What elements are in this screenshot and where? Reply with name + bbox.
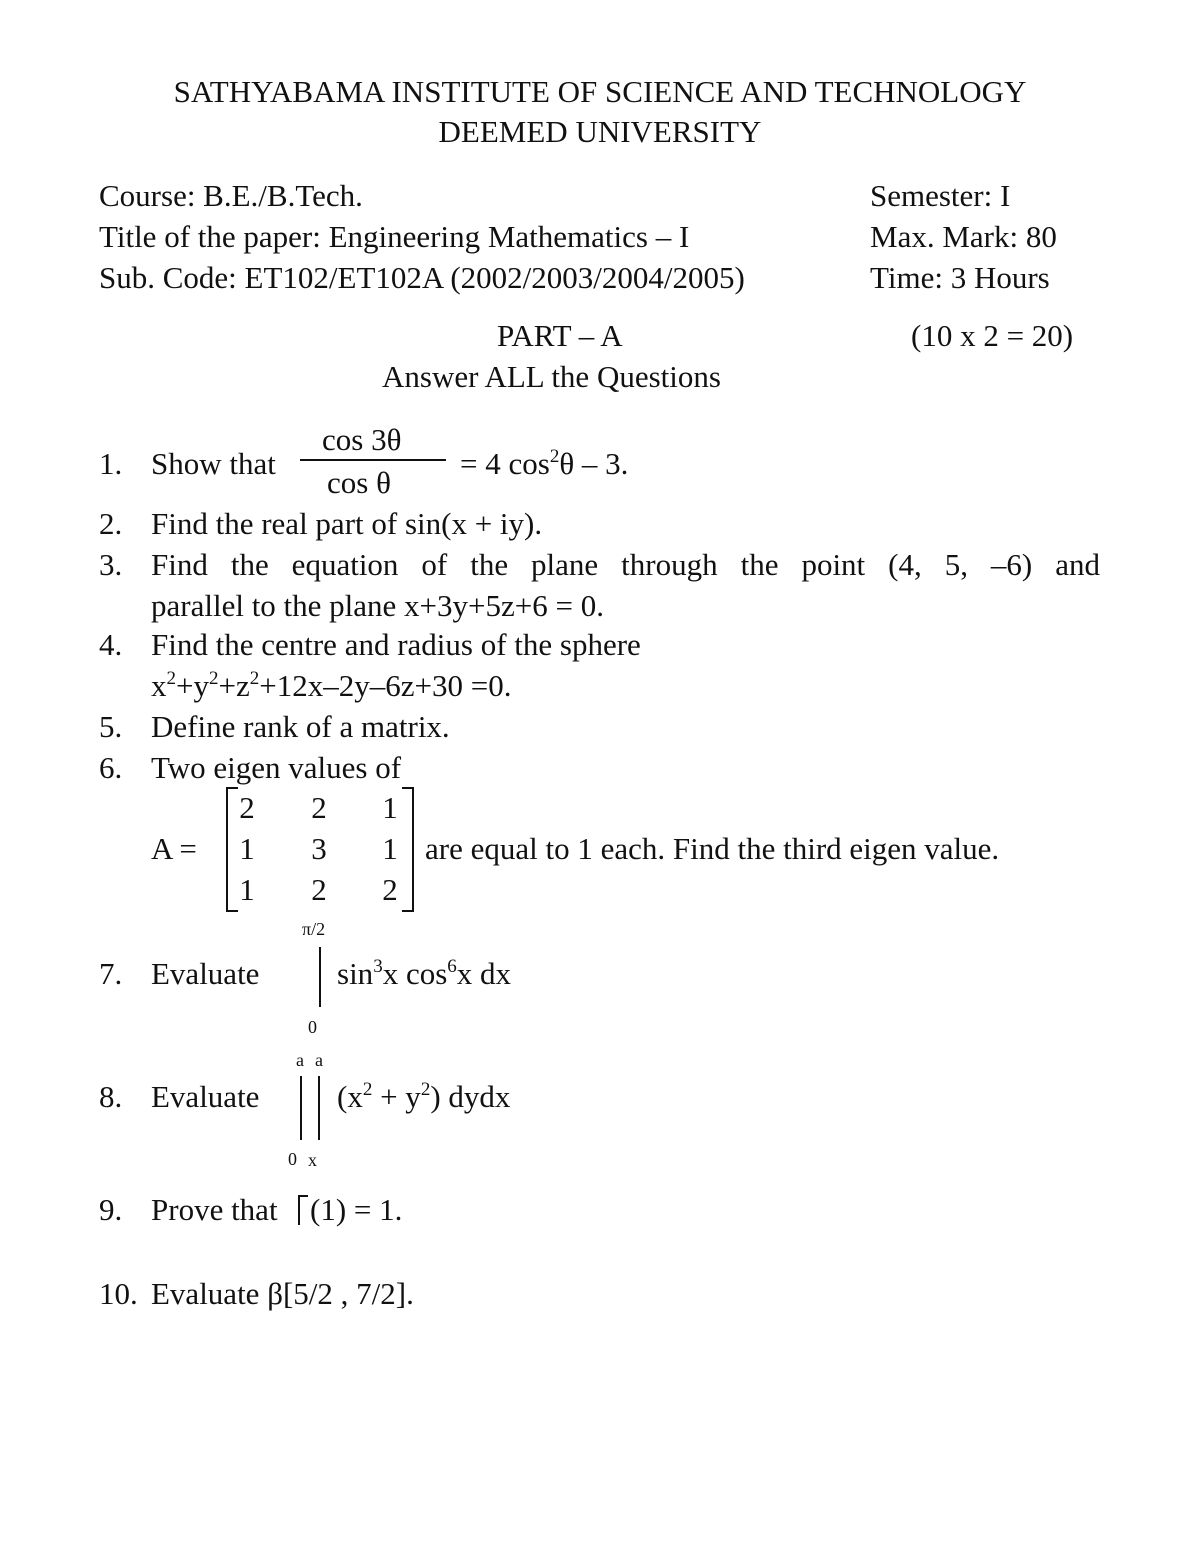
- question-number: 4.: [99, 627, 123, 662]
- question-number: 1.: [99, 446, 123, 481]
- integral-sign: [319, 947, 321, 1007]
- integrand: $(x^2 + y^2)$ dydx: [337, 1079, 511, 1114]
- question-text-continued: are equal to 1 each. Find the third eigen value.: [425, 831, 1000, 866]
- university-name: DEEMED UNIVERSITY: [438, 114, 762, 149]
- integral-lower-limit: x: [308, 1150, 317, 1170]
- gamma-symbol: [298, 1195, 308, 1225]
- question-number: 9.: [99, 1192, 123, 1227]
- question-text: Evaluate: [151, 1079, 260, 1114]
- matrix-cell: 2: [311, 872, 327, 907]
- time: Time: 3 Hours: [870, 260, 1050, 295]
- part-marks: (10 x 2 = 20): [911, 318, 1074, 353]
- question-text: Find the real part of sin(x + iy).: [151, 506, 543, 541]
- integral-lower-limit: 0: [308, 1017, 317, 1037]
- gamma-expression: (1) = 1.: [310, 1192, 403, 1227]
- question-text: Show that: [151, 446, 276, 481]
- course: Course: B.E./B.Tech.: [99, 178, 363, 213]
- question-text-continued: parallel to the plane x+3y+5z+6 = 0.: [151, 588, 604, 623]
- matrix-cell: 2: [382, 872, 398, 907]
- question-number: 5.: [99, 709, 123, 744]
- question-text: Define rank of a matrix.: [151, 709, 450, 744]
- question-number: 10.: [99, 1276, 138, 1311]
- question-text: Evaluate β[5/2 , 7/2].: [151, 1276, 414, 1311]
- question-text: Two eigen values of: [151, 750, 402, 785]
- question-number: 3.: [99, 547, 123, 582]
- matrix-cell: 1: [239, 872, 255, 907]
- integral-sign: [300, 1076, 302, 1140]
- part-label: PART – A: [497, 318, 623, 353]
- integral-upper-limit: a: [296, 1050, 304, 1070]
- paper-title: Title of the paper: Engineering Mathematics – I: [99, 219, 690, 254]
- matrix-cell: 1: [382, 790, 398, 825]
- question-number: 8.: [99, 1079, 123, 1114]
- fraction-numerator: cos 3θ: [322, 422, 402, 457]
- integral-lower-limit: 0: [288, 1149, 297, 1169]
- max-mark: Max. Mark: 80: [870, 219, 1057, 254]
- equation-rhs: = 4 $\cos^2\theta - 3$.: [460, 446, 629, 481]
- sub-code: Sub. Code: ET102/ET102A (2002/2003/2004/2005): [99, 260, 745, 295]
- question-number: 6.: [99, 750, 123, 785]
- integral-upper-limit: a: [315, 1050, 323, 1070]
- fraction-bar: [300, 459, 446, 461]
- instruction: Answer ALL the Questions: [382, 359, 721, 394]
- institute-name: SATHYABAMA INSTITUTE OF SCIENCE AND TECHNOLOGY: [173, 74, 1027, 109]
- integrand: $\sin^3x$ $\cos^6x$ dx: [337, 956, 512, 991]
- integral-sign: [318, 1076, 320, 1140]
- integral-upper-limit: π/2: [302, 919, 326, 939]
- matrix-cell: 1: [239, 831, 255, 866]
- sphere-equation: $x^2+y^2+z^2+12x-2y-6z+30 =0$.: [151, 668, 512, 703]
- question-number: 2.: [99, 506, 123, 541]
- fraction-denominator: cos θ: [327, 465, 391, 500]
- semester: Semester: I: [870, 178, 1011, 213]
- question-text: Prove that: [151, 1192, 278, 1227]
- question-text: Find the centre and radius of the sphere: [151, 627, 641, 662]
- question-text: Evaluate: [151, 956, 260, 991]
- question-text: Find the equation of the plane through the point (4, 5, –6) and: [151, 547, 1100, 582]
- question-number: 7.: [99, 956, 123, 991]
- matrix-cell: 3: [311, 831, 327, 866]
- matrix-cell: 2: [239, 790, 255, 825]
- matrix-label: A =: [151, 831, 197, 866]
- matrix-cell: 1: [382, 831, 398, 866]
- matrix-cell: 2: [311, 790, 327, 825]
